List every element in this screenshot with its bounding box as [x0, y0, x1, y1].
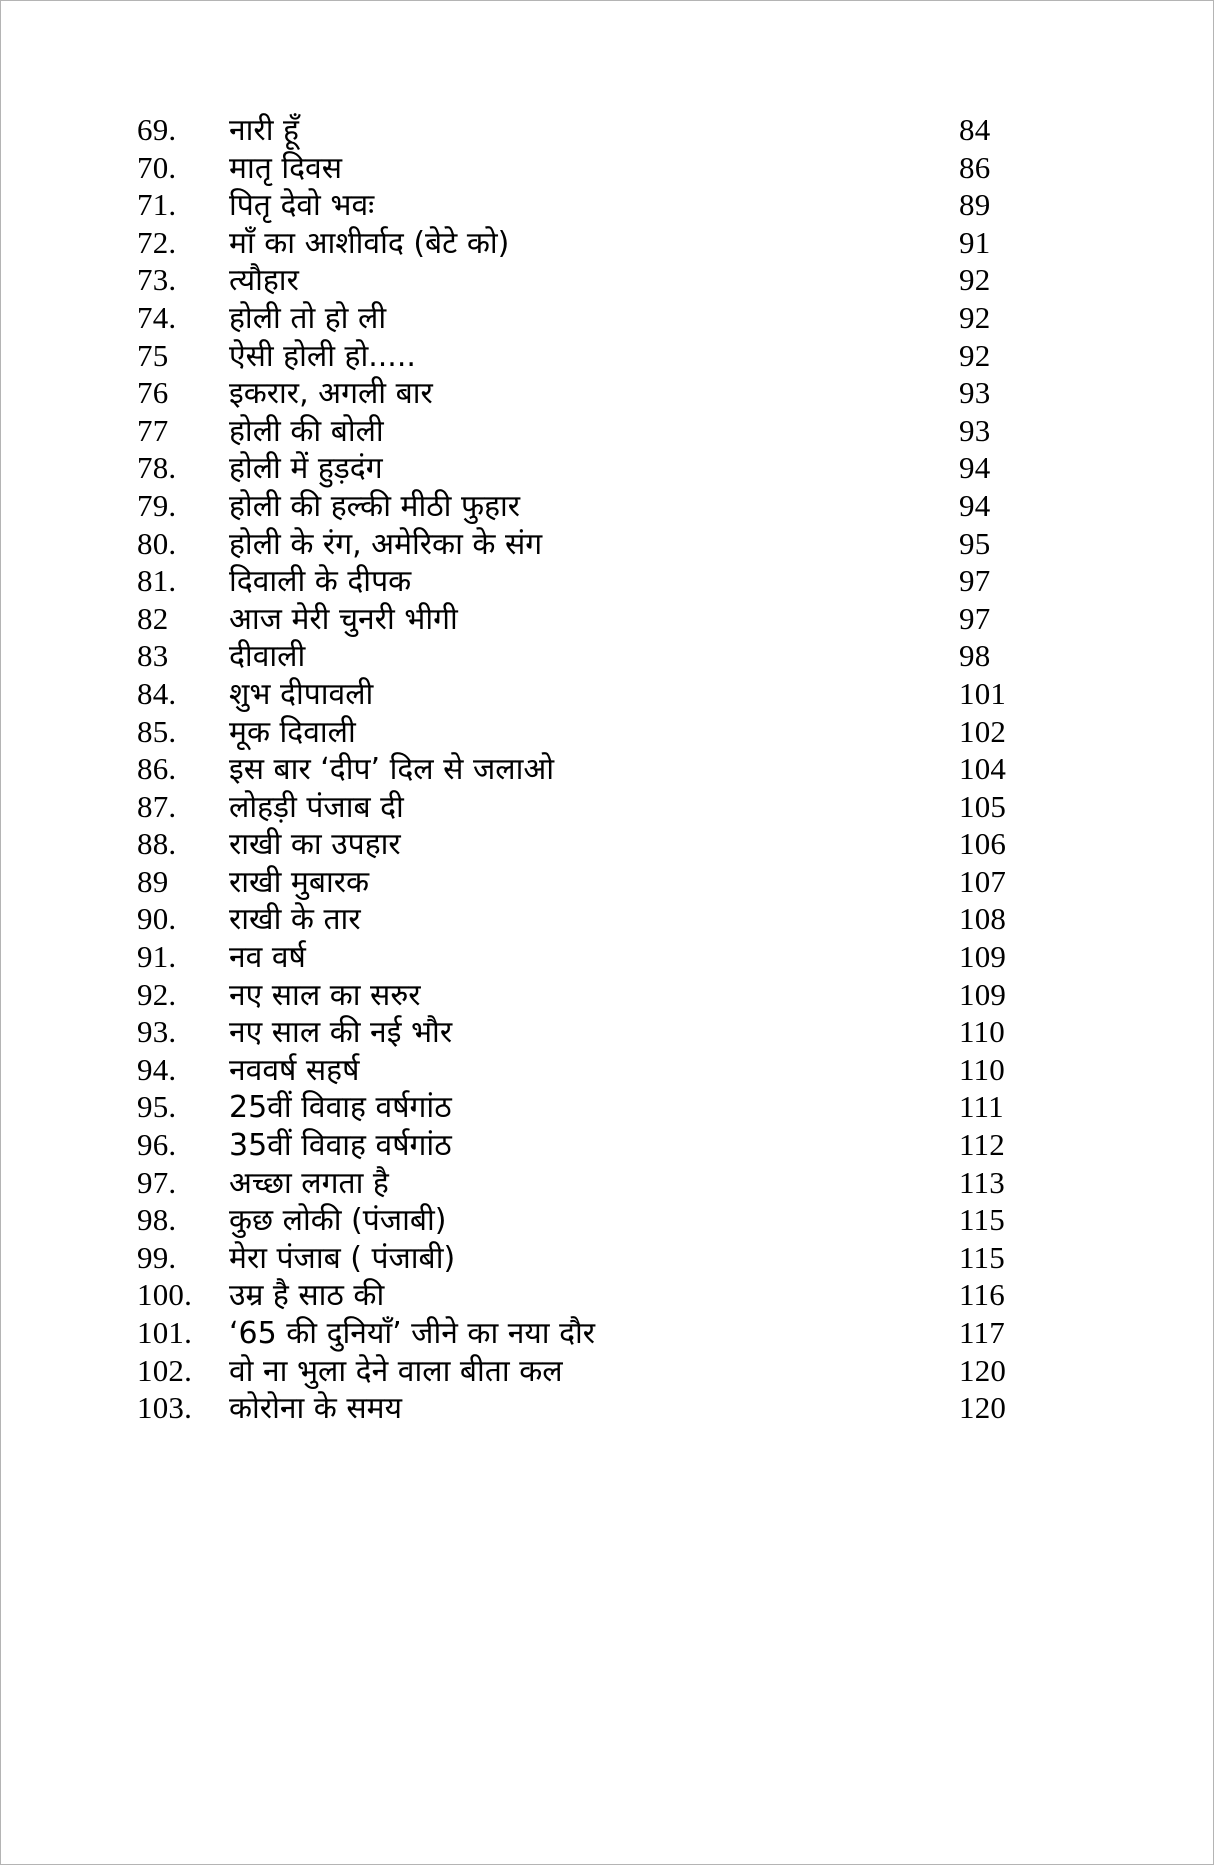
- toc-entry-title[interactable]: नए साल की नई भौर: [229, 1015, 453, 1051]
- toc-entry-number: 89: [137, 863, 169, 899]
- toc-entry-title[interactable]: ‘65 की दुनियाँ’ जीने का नया दौर: [229, 1316, 596, 1351]
- toc-entry-row[interactable]: [1, 412, 1214, 450]
- toc-entry-row[interactable]: [1, 224, 1214, 262]
- toc-entry-page-number: 94: [959, 450, 991, 486]
- toc-entry-page-number: 97: [959, 563, 991, 599]
- toc-entry-page-number: 109: [959, 939, 1007, 975]
- toc-entry-number: 85.: [137, 713, 177, 749]
- toc-entry-row[interactable]: [1, 111, 1214, 149]
- toc-entry-number: 102.: [137, 1352, 193, 1388]
- toc-entry-page-number: 120: [959, 1352, 1007, 1388]
- toc-entry-number: 103.: [137, 1390, 193, 1426]
- toc-entry-title[interactable]: नारी हूँ: [229, 113, 299, 148]
- toc-entry-number: 94.: [137, 1051, 177, 1087]
- toc-entry-title[interactable]: शुभ दीपावली: [229, 676, 374, 712]
- toc-entry-number: 80.: [137, 525, 177, 561]
- toc-entry-number: 77: [137, 412, 169, 448]
- toc-entry-title[interactable]: 25वीं विवाह वर्षगांठ: [229, 1090, 452, 1126]
- table-of-contents-list: [1, 111, 1214, 1427]
- toc-entry-number: 93.: [137, 1014, 177, 1050]
- toc-entry-row[interactable]: [1, 487, 1214, 525]
- toc-entry-number: 76: [137, 375, 169, 411]
- toc-entry-page-number: 109: [959, 976, 1007, 1012]
- toc-entry-row[interactable]: [1, 562, 1214, 600]
- toc-entry-page-number: 89: [959, 187, 991, 223]
- toc-entry-page-number: 117: [959, 1315, 1005, 1350]
- toc-entry-number: 70.: [137, 149, 177, 185]
- toc-entry-row[interactable]: [1, 261, 1214, 299]
- toc-entry-page-number: 110: [959, 1014, 1005, 1050]
- toc-entry-title[interactable]: कोरोना के समय: [229, 1391, 403, 1427]
- toc-entry-number: 88.: [137, 826, 177, 862]
- toc-entry-page-number: 107: [959, 863, 1007, 899]
- toc-entry-title[interactable]: माँ का आशीर्वाद (बेटे को): [229, 225, 510, 261]
- toc-entry-title[interactable]: होली की हल्की मीठी फुहार: [229, 488, 521, 524]
- toc-entry-row[interactable]: [1, 1239, 1214, 1277]
- toc-entry-page-number: 108: [959, 901, 1007, 937]
- toc-entry-row[interactable]: [1, 1126, 1214, 1164]
- toc-entry-title[interactable]: राखी मुबारक: [229, 864, 370, 900]
- toc-entry-row[interactable]: [1, 374, 1214, 412]
- toc-entry-title[interactable]: नए साल का सरुर: [229, 977, 421, 1013]
- toc-entry-row[interactable]: [1, 750, 1214, 788]
- toc-entry-number: 75: [137, 337, 169, 373]
- toc-entry-number: 92.: [137, 976, 177, 1012]
- toc-entry-title[interactable]: राखी का उपहार: [229, 827, 401, 863]
- toc-entry-row[interactable]: [1, 1389, 1214, 1427]
- toc-entry-number: 81.: [137, 563, 177, 599]
- toc-entry-page-number: 93: [959, 412, 991, 448]
- toc-entry-page-number: 115: [959, 1239, 1005, 1275]
- toc-entry-page-number: 101: [959, 675, 1007, 711]
- toc-entry-page-number: 95: [959, 525, 991, 561]
- toc-entry-page-number: 115: [959, 1202, 1005, 1238]
- toc-entry-number: 74.: [137, 299, 177, 335]
- toc-entry-number: 73.: [137, 262, 177, 298]
- toc-entry-title[interactable]: नववर्ष सहर्ष: [229, 1052, 360, 1088]
- toc-entry-row[interactable]: [1, 675, 1214, 713]
- toc-entry-page-number: 105: [959, 788, 1007, 824]
- toc-entry-row[interactable]: [1, 1013, 1214, 1051]
- toc-entry-title[interactable]: त्यौहार: [229, 263, 299, 299]
- toc-entry-title[interactable]: दीवाली: [229, 639, 306, 675]
- toc-entry-number: 82: [137, 600, 169, 636]
- toc-entry-row[interactable]: [1, 1352, 1214, 1390]
- toc-entry-page-number: 102: [959, 713, 1007, 749]
- toc-entry-row[interactable]: [1, 713, 1214, 751]
- toc-entry-title[interactable]: उम्र है साठ की: [229, 1278, 385, 1314]
- toc-entry-number: 78.: [137, 450, 177, 486]
- toc-entry-row[interactable]: [1, 825, 1214, 863]
- toc-entry-number: 79.: [137, 487, 177, 523]
- toc-entry-page-number: 116: [959, 1277, 1005, 1313]
- toc-entry-title[interactable]: 35वीं विवाह वर्षगांठ: [229, 1128, 452, 1164]
- toc-entry-number: 98.: [137, 1202, 177, 1238]
- toc-entry-page-number: 97: [959, 600, 991, 636]
- toc-entry-row[interactable]: [1, 976, 1214, 1014]
- toc-entry-number: 95.: [137, 1089, 177, 1125]
- toc-entry-row[interactable]: [1, 637, 1214, 675]
- toc-entry-page-number: 92: [959, 299, 991, 335]
- toc-entry-row[interactable]: [1, 1314, 1214, 1352]
- toc-entry-row[interactable]: [1, 938, 1214, 976]
- toc-entry-row[interactable]: [1, 788, 1214, 826]
- toc-entry-row[interactable]: [1, 863, 1214, 901]
- toc-entry-page-number: 111: [959, 1089, 1004, 1125]
- toc-entry-page-number: 92: [959, 262, 991, 298]
- toc-entry-title[interactable]: लोहड़ी पंजाब दी: [229, 789, 404, 825]
- toc-entry-number: 101.: [137, 1315, 193, 1350]
- toc-entry-row[interactable]: [1, 1276, 1214, 1314]
- toc-entry-number: 84.: [137, 675, 177, 711]
- toc-entry-number: 100.: [137, 1277, 193, 1313]
- toc-entry-title[interactable]: दिवाली के दीपक: [229, 564, 412, 600]
- toc-entry-row[interactable]: [1, 600, 1214, 638]
- toc-entry-title[interactable]: मेरा पंजाब ( पंजाबी): [229, 1240, 456, 1276]
- toc-entry-title[interactable]: ऐसी होली हो.....: [229, 338, 416, 374]
- toc-entry-number: 71.: [137, 187, 177, 223]
- toc-entry-row[interactable]: [1, 449, 1214, 487]
- toc-entry-number: 96.: [137, 1127, 177, 1163]
- toc-entry-title[interactable]: होली की बोली: [229, 413, 384, 449]
- toc-entry-title[interactable]: होली के रंग, अमेरिका के संग: [229, 526, 543, 562]
- toc-entry-page-number: 98: [959, 638, 991, 674]
- toc-entry-page-number: 104: [959, 751, 1007, 787]
- toc-entry-page-number: 113: [959, 1164, 1005, 1200]
- toc-entry-title[interactable]: इकरार, अगली बार: [229, 376, 433, 412]
- toc-entry-number: 90.: [137, 901, 177, 937]
- toc-entry-number: 97.: [137, 1164, 177, 1200]
- toc-entry-row[interactable]: [1, 1051, 1214, 1089]
- toc-entry-row[interactable]: [1, 1164, 1214, 1202]
- toc-entry-page-number: 112: [959, 1127, 1005, 1163]
- toc-entry-number: 83: [137, 638, 169, 674]
- toc-entry-title[interactable]: होली में हुड़दंग: [229, 451, 383, 487]
- toc-entry-page-number: 94: [959, 487, 991, 523]
- toc-entry-row[interactable]: [1, 299, 1214, 337]
- toc-entry-page-number: 110: [959, 1051, 1005, 1087]
- toc-entry-row[interactable]: [1, 900, 1214, 938]
- toc-entry-page-number: 92: [959, 337, 991, 373]
- toc-entry-page-number: 84: [959, 112, 991, 147]
- toc-entry-row[interactable]: [1, 525, 1214, 563]
- toc-entry-number: 99.: [137, 1239, 177, 1275]
- toc-entry-number: 86.: [137, 751, 177, 787]
- toc-entry-page-number: 91: [959, 224, 991, 260]
- toc-entry-title[interactable]: अच्छा लगता है: [229, 1165, 389, 1201]
- toc-entry-page-number: 120: [959, 1390, 1007, 1426]
- toc-entry-number: 87.: [137, 788, 177, 824]
- toc-entry-title[interactable]: वो ना भुला देने वाला बीता कल: [229, 1353, 563, 1389]
- toc-entry-row[interactable]: [1, 1088, 1214, 1126]
- toc-entry-row[interactable]: [1, 149, 1214, 187]
- toc-entry-page-number: 106: [959, 826, 1007, 862]
- toc-entry-title[interactable]: मातृ दिवस: [229, 150, 343, 186]
- toc-entry-title[interactable]: इस बार ‘दीप’ दिल से जलाओ: [229, 752, 555, 788]
- toc-entry-title[interactable]: पितृ देवो भवः: [229, 188, 375, 224]
- toc-entry-title[interactable]: मूक दिवाली: [229, 714, 356, 750]
- toc-entry-title[interactable]: राखी के तार: [229, 902, 361, 938]
- toc-entry-row[interactable]: [1, 186, 1214, 224]
- toc-entry-number: 69.: [137, 112, 177, 147]
- toc-entry-page-number: 93: [959, 375, 991, 411]
- toc-entry-number: 91.: [137, 939, 177, 975]
- toc-entry-number: 72.: [137, 224, 177, 260]
- toc-entry-title[interactable]: आज मेरी चुनरी भीगी: [229, 601, 458, 637]
- toc-entry-row[interactable]: [1, 1201, 1214, 1239]
- toc-entry-title[interactable]: नव वर्ष: [229, 940, 306, 976]
- toc-entry-title[interactable]: होली तो हो ली: [229, 300, 387, 336]
- toc-entry-row[interactable]: [1, 337, 1214, 375]
- toc-entry-page-number: 86: [959, 149, 991, 185]
- toc-entry-title[interactable]: कुछ लोकी (पंजाबी): [229, 1203, 447, 1239]
